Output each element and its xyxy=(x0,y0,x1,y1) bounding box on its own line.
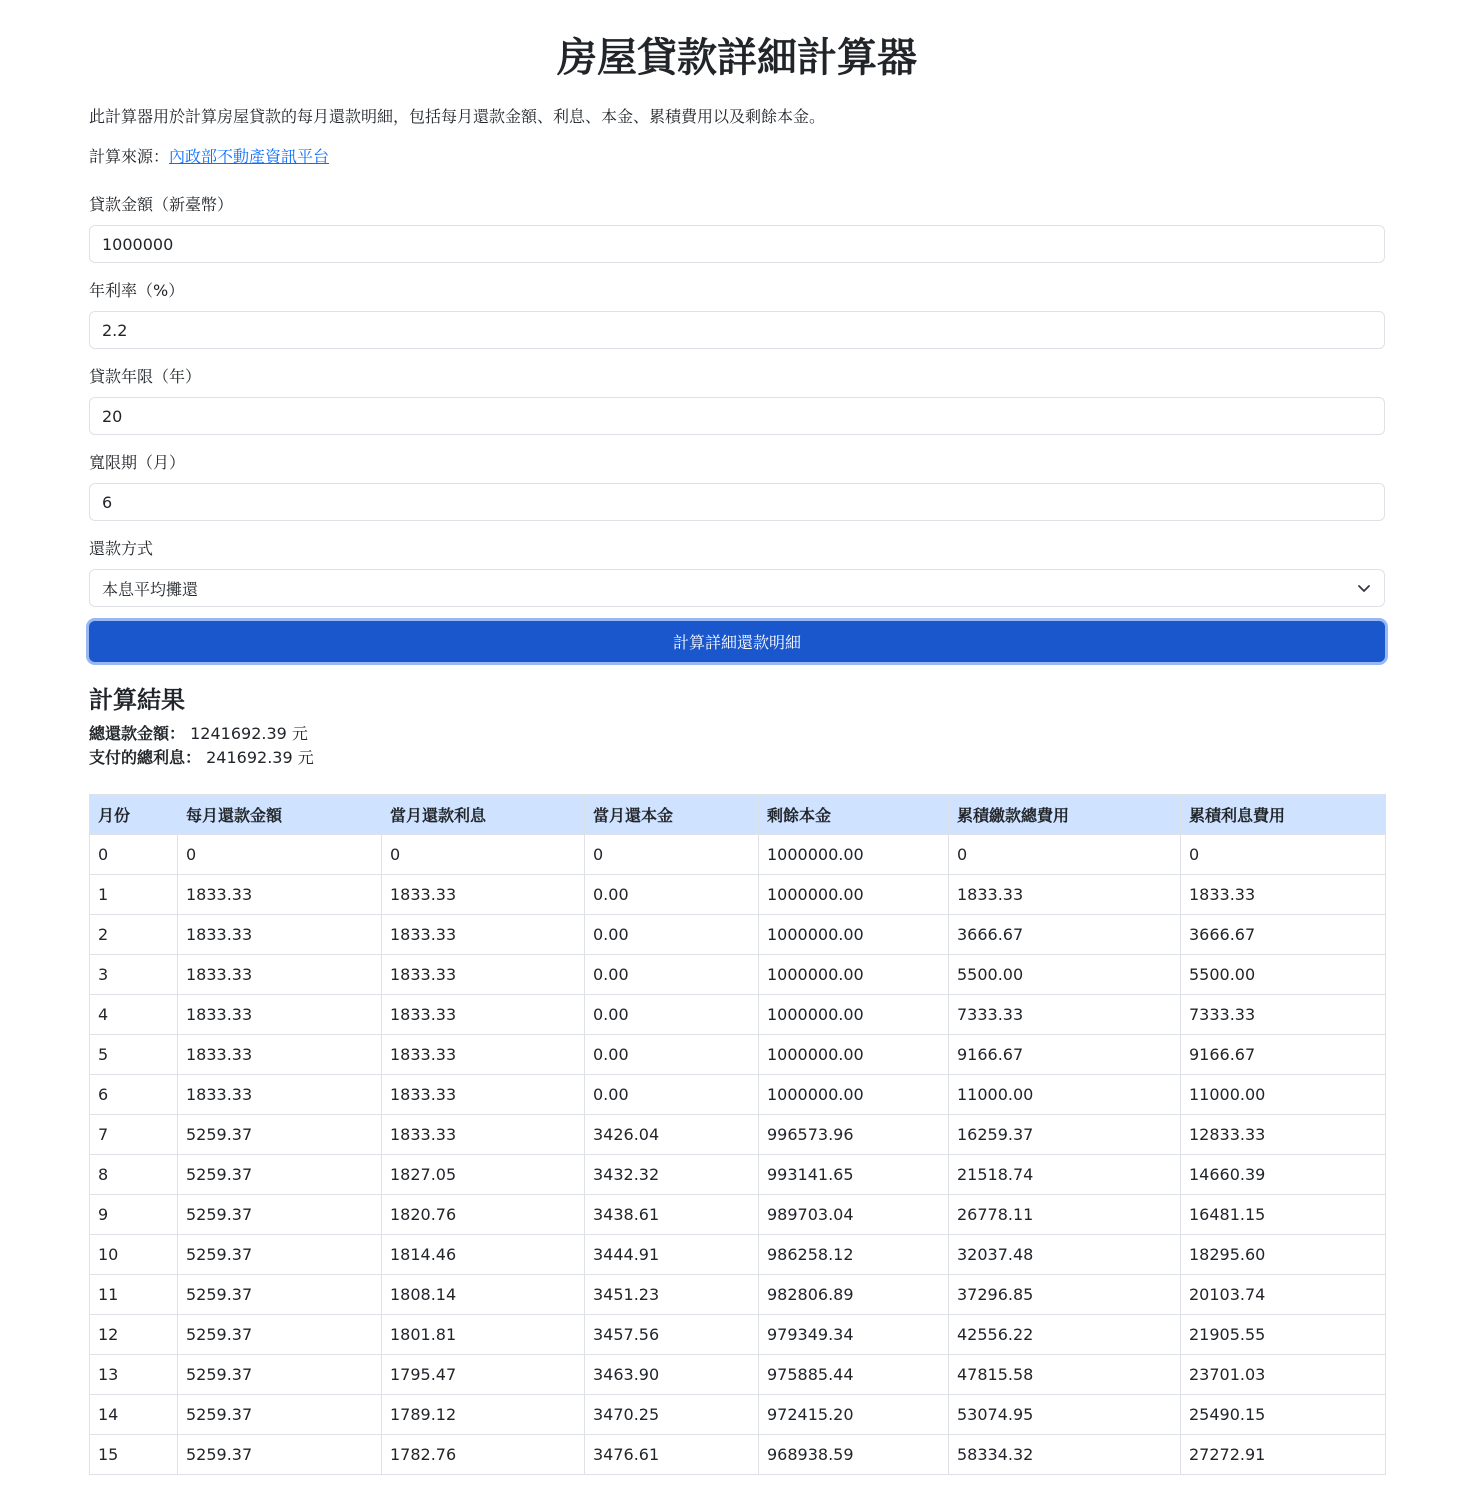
table-cell: 18295.60 xyxy=(1181,1235,1386,1275)
table-cell: 2 xyxy=(90,915,178,955)
table-cell: 3457.56 xyxy=(585,1315,759,1355)
table-row xyxy=(90,1155,1386,1195)
loan-amount-label: 貸款金額（新臺幣） xyxy=(89,195,234,214)
table-cell: 3666.67 xyxy=(949,915,1181,955)
table-row xyxy=(90,915,1386,955)
table-header-cell: 累積繳款總費用 xyxy=(949,795,1181,835)
table-cell: 5259.37 xyxy=(178,1155,382,1195)
table-cell: 1000000.00 xyxy=(759,1075,949,1115)
table-cell: 27272.91 xyxy=(1181,1435,1386,1475)
total-interest-summary xyxy=(89,747,314,769)
table-cell: 53074.95 xyxy=(949,1395,1181,1435)
table-cell: 11000.00 xyxy=(949,1075,1181,1115)
table-cell: 1820.76 xyxy=(382,1195,585,1235)
schedule-table xyxy=(89,794,1386,1475)
table-cell: 1000000.00 xyxy=(759,995,949,1035)
table-row xyxy=(90,1035,1386,1075)
source-line xyxy=(89,146,329,168)
table-cell: 3444.91 xyxy=(585,1235,759,1275)
table-cell: 10 xyxy=(90,1235,178,1275)
table-cell: 5259.37 xyxy=(178,1315,382,1355)
table-cell: 5 xyxy=(90,1035,178,1075)
table-cell: 42556.22 xyxy=(949,1315,1181,1355)
table-cell: 20103.74 xyxy=(1181,1275,1386,1315)
loan-amount-value: 1000000 xyxy=(102,234,174,254)
table-cell: 5500.00 xyxy=(1181,955,1386,995)
table-cell: 996573.96 xyxy=(759,1115,949,1155)
table-cell: 23701.03 xyxy=(1181,1355,1386,1395)
schedule-table-body xyxy=(90,835,1386,1475)
grace-label: 寬限期（月） xyxy=(89,453,186,472)
table-cell: 0 xyxy=(90,835,178,875)
table-row xyxy=(90,955,1386,995)
table-cell: 0.00 xyxy=(585,915,759,955)
table-cell: 1814.46 xyxy=(382,1235,585,1275)
table-cell: 7 xyxy=(90,1115,178,1155)
table-cell: 11000.00 xyxy=(1181,1075,1386,1115)
table-cell: 989703.04 xyxy=(759,1195,949,1235)
table-cell: 3438.61 xyxy=(585,1195,759,1235)
table-row xyxy=(90,1075,1386,1115)
table-cell: 1000000.00 xyxy=(759,875,949,915)
table-row xyxy=(90,835,1386,875)
table-cell: 1833.33 xyxy=(382,875,585,915)
table-cell: 5259.37 xyxy=(178,1395,382,1435)
table-cell: 25490.15 xyxy=(1181,1395,1386,1435)
table-cell: 1000000.00 xyxy=(759,1035,949,1075)
table-cell: 21905.55 xyxy=(1181,1315,1386,1355)
table-cell: 3432.32 xyxy=(585,1155,759,1195)
total-interest-label: 支付的總利息： xyxy=(89,748,202,767)
table-header-cell: 剩餘本金 xyxy=(759,795,949,835)
table-cell: 13 xyxy=(90,1355,178,1395)
table-cell: 5259.37 xyxy=(178,1355,382,1395)
table-cell: 5259.37 xyxy=(178,1195,382,1235)
schedule-table-head xyxy=(90,795,1386,835)
table-row xyxy=(90,1235,1386,1275)
table-header-row xyxy=(90,795,1386,835)
table-cell: 1000000.00 xyxy=(759,955,949,995)
years-input[interactable] xyxy=(89,397,1385,435)
table-cell: 1000000.00 xyxy=(759,915,949,955)
rate-value: 2.2 xyxy=(102,320,128,340)
table-cell: 9 xyxy=(90,1195,178,1235)
total-payment-label: 總還款金額： xyxy=(89,724,186,743)
table-cell: 0 xyxy=(1181,835,1386,875)
grace-value: 6 xyxy=(102,492,113,512)
table-cell: 972415.20 xyxy=(759,1395,949,1435)
table-cell: 12833.33 xyxy=(1181,1115,1386,1155)
table-cell: 3666.67 xyxy=(1181,915,1386,955)
table-cell: 0 xyxy=(949,835,1181,875)
table-cell: 1833.33 xyxy=(382,915,585,955)
table-cell: 993141.65 xyxy=(759,1155,949,1195)
table-cell: 9166.67 xyxy=(1181,1035,1386,1075)
table-row xyxy=(90,995,1386,1035)
table-cell: 47815.58 xyxy=(949,1355,1181,1395)
rate-label: 年利率（%） xyxy=(89,281,185,300)
table-cell: 0 xyxy=(585,835,759,875)
intro-text: 此計算器用於計算房屋貸款的每月還款明細，包括每月還款金額、利息、本金、累積費用以及剩餘本金。 xyxy=(89,107,826,126)
table-cell: 5259.37 xyxy=(178,1115,382,1155)
table-cell: 9166.67 xyxy=(949,1035,1181,1075)
table-cell: 0.00 xyxy=(585,955,759,995)
table-cell: 0.00 xyxy=(585,995,759,1035)
table-cell: 975885.44 xyxy=(759,1355,949,1395)
table-cell: 0 xyxy=(178,835,382,875)
table-cell: 16481.15 xyxy=(1181,1195,1386,1235)
table-cell: 1833.33 xyxy=(382,1115,585,1155)
results-heading: 計算結果 xyxy=(89,686,185,714)
table-cell: 979349.34 xyxy=(759,1315,949,1355)
table-cell: 982806.89 xyxy=(759,1275,949,1315)
table-cell: 14 xyxy=(90,1395,178,1435)
table-cell: 7333.33 xyxy=(949,995,1181,1035)
table-row xyxy=(90,1195,1386,1235)
table-header-cell: 累積利息費用 xyxy=(1181,795,1386,835)
table-cell: 1833.33 xyxy=(382,1035,585,1075)
total-interest-value: 241692.39 元 xyxy=(206,748,314,767)
table-cell: 3476.61 xyxy=(585,1435,759,1475)
table-cell: 1789.12 xyxy=(382,1395,585,1435)
table-row xyxy=(90,1395,1386,1435)
table-cell: 4 xyxy=(90,995,178,1035)
table-cell: 16259.37 xyxy=(949,1115,1181,1155)
table-cell: 21518.74 xyxy=(949,1155,1181,1195)
source-prefix: 計算來源： xyxy=(89,147,170,166)
table-cell: 3451.23 xyxy=(585,1275,759,1315)
table-cell: 1000000.00 xyxy=(759,835,949,875)
table-row xyxy=(90,1355,1386,1395)
table-cell: 1833.33 xyxy=(382,1075,585,1115)
table-row xyxy=(90,875,1386,915)
table-cell: 1808.14 xyxy=(382,1275,585,1315)
table-cell: 0.00 xyxy=(585,875,759,915)
table-cell: 1801.81 xyxy=(382,1315,585,1355)
main-container xyxy=(89,0,1385,1464)
table-cell: 5259.37 xyxy=(178,1435,382,1475)
table-cell: 1833.33 xyxy=(178,955,382,995)
table-cell: 26778.11 xyxy=(949,1195,1181,1235)
table-cell: 3 xyxy=(90,955,178,995)
chevron-down-icon xyxy=(1356,580,1372,596)
calculate-button[interactable]: 計算詳細還款明細 xyxy=(89,621,1385,662)
table-cell: 3463.90 xyxy=(585,1355,759,1395)
table-cell: 58334.32 xyxy=(949,1435,1181,1475)
method-select[interactable] xyxy=(89,569,1385,607)
table-cell: 32037.48 xyxy=(949,1235,1181,1275)
table-cell: 11 xyxy=(90,1275,178,1315)
loan-amount-input[interactable] xyxy=(89,225,1385,263)
table-cell: 0.00 xyxy=(585,1035,759,1075)
method-label: 還款方式 xyxy=(89,539,154,558)
table-cell: 8 xyxy=(90,1155,178,1195)
table-header-cell: 每月還款金額 xyxy=(178,795,382,835)
total-payment-summary xyxy=(89,723,308,745)
years-value: 20 xyxy=(102,406,123,426)
table-cell: 968938.59 xyxy=(759,1435,949,1475)
table-header-cell: 當月還款利息 xyxy=(382,795,585,835)
table-cell: 1782.76 xyxy=(382,1435,585,1475)
table-header-cell: 月份 xyxy=(90,795,178,835)
table-cell: 3470.25 xyxy=(585,1395,759,1435)
years-label: 貸款年限（年） xyxy=(89,367,202,386)
grace-input[interactable] xyxy=(89,483,1385,521)
table-header-cell: 當月還本金 xyxy=(585,795,759,835)
table-cell: 1833.33 xyxy=(178,1035,382,1075)
table-cell: 14660.39 xyxy=(1181,1155,1386,1195)
source-link[interactable]: 內政部不動產資訊平台 xyxy=(169,147,330,166)
method-value: 本息平均攤還 xyxy=(102,579,199,599)
table-cell: 1833.33 xyxy=(382,995,585,1035)
table-cell: 5259.37 xyxy=(178,1235,382,1275)
table-cell: 1833.33 xyxy=(178,995,382,1035)
table-cell: 1 xyxy=(90,875,178,915)
rate-input[interactable] xyxy=(89,311,1385,349)
table-cell: 1833.33 xyxy=(178,875,382,915)
table-cell: 1827.05 xyxy=(382,1155,585,1195)
table-cell: 37296.85 xyxy=(949,1275,1181,1315)
table-cell: 0.00 xyxy=(585,1075,759,1115)
table-cell: 1833.33 xyxy=(178,1075,382,1115)
table-row xyxy=(90,1435,1386,1475)
table-cell: 5259.37 xyxy=(178,1275,382,1315)
total-payment-value: 1241692.39 元 xyxy=(190,724,308,743)
table-cell: 3426.04 xyxy=(585,1115,759,1155)
table-cell: 6 xyxy=(90,1075,178,1115)
table-cell: 15 xyxy=(90,1435,178,1475)
table-row xyxy=(90,1115,1386,1155)
table-cell: 12 xyxy=(90,1315,178,1355)
table-cell: 1833.33 xyxy=(382,955,585,995)
table-row xyxy=(90,1275,1386,1315)
table-cell: 5500.00 xyxy=(949,955,1181,995)
table-cell: 986258.12 xyxy=(759,1235,949,1275)
page-title: 房屋貸款詳細計算器 xyxy=(557,35,917,81)
table-cell: 1795.47 xyxy=(382,1355,585,1395)
table-cell: 7333.33 xyxy=(1181,995,1386,1035)
table-cell: 1833.33 xyxy=(1181,875,1386,915)
table-cell: 1833.33 xyxy=(949,875,1181,915)
table-row xyxy=(90,1315,1386,1355)
table-cell: 1833.33 xyxy=(178,915,382,955)
table-cell: 0 xyxy=(382,835,585,875)
